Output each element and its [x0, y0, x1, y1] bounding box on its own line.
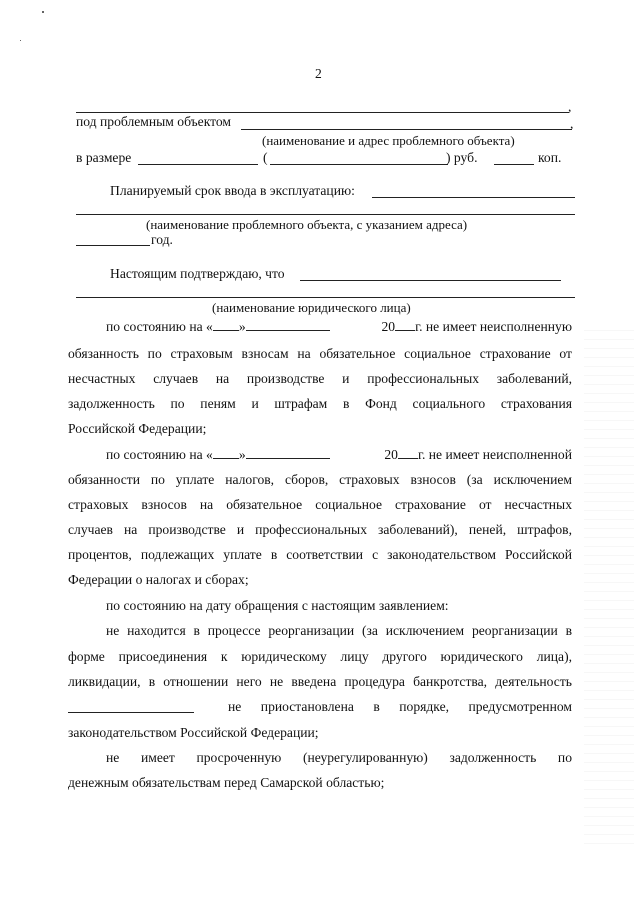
para1-text: »	[238, 319, 246, 334]
scan-speck	[20, 40, 21, 41]
commissioning-field	[372, 197, 575, 198]
commissioning-caption: (наименование проблемного объекта, с указанием адреса)	[146, 217, 468, 232]
year-field	[398, 446, 418, 459]
scan-noise	[584, 330, 634, 850]
para1-text: по состоянию на «	[106, 319, 213, 334]
blank-line	[76, 297, 575, 298]
para2-line4: случаев на производстве и профессиональных заболеваний), пеней, штрафов,	[68, 522, 572, 537]
legal-entity-caption: (наименование юридического лица)	[212, 300, 411, 315]
para5-line2: денежным обязательствам перед Самарской областью;	[68, 775, 385, 790]
para2-line6: Федерации о налогах и сборах;	[68, 572, 249, 587]
day-field	[213, 318, 239, 331]
para5-line1: не имеет просроченную (неурегулированную) задолженность по	[106, 750, 572, 765]
para2-line3: страховых взносов на обязательное социальное страхование от несчастных	[68, 497, 572, 512]
scan-speck	[42, 11, 44, 13]
year-field	[76, 245, 150, 246]
comma: ,	[570, 116, 574, 131]
para4-line4: не приостановлена в порядке, предусмотренном	[228, 699, 572, 714]
para2-text: »	[238, 447, 246, 462]
commissioning-label: Планируемый срок ввода в эксплуатацию:	[110, 183, 355, 198]
para1-text: г. не имеет неисполненную	[415, 319, 572, 334]
amount-field	[138, 164, 258, 165]
rub-label: ) руб.	[446, 150, 478, 165]
amount-words-field	[270, 164, 448, 165]
activity-field	[68, 712, 194, 713]
kop-label: коп.	[538, 150, 562, 165]
para1-text: 20	[381, 319, 396, 334]
confirm-field	[300, 280, 561, 281]
kop-field	[494, 164, 534, 165]
para1-line2: обязанность по страховым взносам на обязательное социальное страхование от	[68, 346, 572, 361]
para2-text: г. не имеет неисполненной	[417, 447, 572, 462]
para4-line3: ликвидации, в отношении него не введена процедура банкротства, деятельность	[68, 674, 572, 689]
para4-line2: форме присоединения к юридическому лицу другого юридического лица),	[68, 649, 572, 664]
para4-line1: не находится в процессе реорганизации (за исключением реорганизации в	[106, 623, 572, 638]
para3-line1: по состоянию на дату обращения с настоящим заявлением:	[106, 598, 449, 613]
month-field	[246, 446, 330, 459]
month-field	[246, 318, 330, 331]
blank-line	[76, 112, 569, 113]
para4-line5: законодательством Российской Федерации;	[68, 725, 319, 740]
para2-line2: обязанности по уплате налогов, сборов, страховых взносов (за исключением	[68, 472, 572, 487]
comma: ,	[568, 99, 572, 114]
amount-label: в размере	[76, 150, 132, 165]
year-suffix: год.	[151, 232, 173, 247]
problem-object-label: под проблемным объектом	[76, 114, 232, 129]
confirm-label: Настоящим подтверждаю, что	[110, 266, 285, 281]
para2-line5: процентов, подлежащих уплате в соответствии с законодательством Российской	[68, 547, 572, 562]
blank-line	[76, 214, 575, 215]
para2-text: по состоянию на «	[106, 447, 213, 462]
paren-open: (	[263, 150, 268, 165]
para2-line1	[106, 446, 572, 463]
para1-line4: задолженность по пеням и штрафам в Фонд социального страхования	[68, 396, 572, 411]
para1-line5: Российской Федерации;	[68, 421, 207, 436]
day-field	[213, 446, 239, 459]
page-number: 2	[315, 66, 322, 81]
problem-object-field	[241, 129, 572, 130]
problem-object-caption: (наименование и адрес проблемного объекта)	[262, 133, 515, 148]
para2-text: 20	[384, 447, 398, 462]
para1-line3: несчастных случаев на производстве и профессиональных заболеваний,	[68, 371, 572, 386]
year-field	[395, 318, 415, 331]
para1-line1	[106, 318, 572, 335]
